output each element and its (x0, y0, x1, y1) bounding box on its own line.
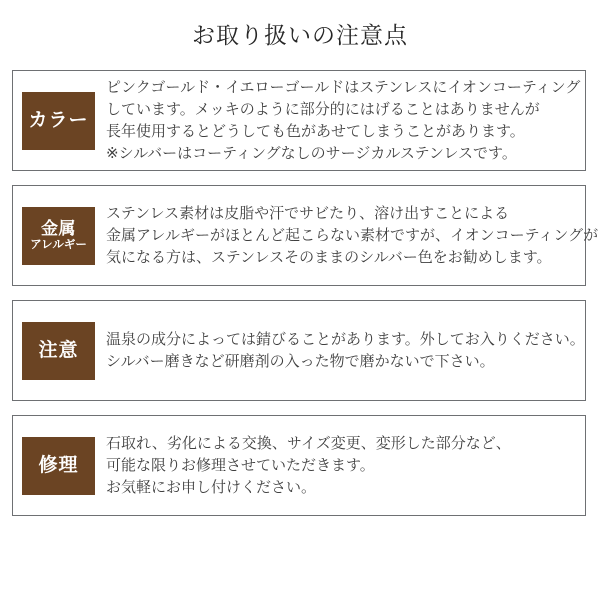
text-line: 温泉の成分によっては錆びることがあります。外してお入りください。 (106, 330, 585, 348)
section-label-text: 修理 (38, 454, 79, 476)
text-line: ステンレス素材は皮脂や汗でサビたり、溶け出すことによる (106, 204, 510, 222)
section-metal-allergy-label (22, 207, 95, 265)
section-caution (12, 300, 586, 401)
section-color-label (22, 92, 95, 150)
text-line: ※シルバーはコーティングなしのサージカルステンレスです。 (106, 144, 517, 162)
text-line: 長年使用するとどうしても色があせてしまうことがあります。 (106, 122, 525, 140)
text-line: ピンクゴールド・イエローゴールドはステンレスにイオンコーティング (106, 78, 581, 96)
section-caution-label (22, 322, 95, 380)
section-caution-text (106, 329, 585, 373)
section-label-subtext: アレルギー (30, 239, 87, 251)
text-line: 金属アレルギーがほとんど起こらない素材ですが、イオンコーティングが (106, 226, 599, 244)
section-label-text: カラー (28, 109, 89, 131)
section-color (12, 70, 586, 171)
page-title: お取り扱いの注意点 (192, 22, 408, 48)
text-line: しています。メッキのように部分的にはげることはありませんが (106, 100, 540, 118)
text-line: 可能な限りお修理させていただきます。 (106, 456, 375, 474)
section-metal-allergy (12, 185, 599, 286)
section-metal-allergy-text (106, 203, 598, 269)
notice-sections (12, 70, 599, 516)
text-line: 石取れ、劣化による交換、サイズ変更、変形した部分など、 (106, 434, 511, 452)
text-line: お気軽にお申し付けください。 (106, 478, 317, 496)
text-line: 気になる方は、ステンレスそのままのシルバー色をお勧めします。 (106, 248, 552, 266)
section-color-text (106, 77, 580, 165)
section-label-text: 金属 (41, 219, 76, 238)
text-line: シルバー磨きなど研磨剤の入った物で磨かないで下さい。 (106, 352, 495, 370)
section-repair (12, 415, 586, 516)
section-repair-label (22, 437, 95, 495)
section-repair-text (106, 433, 511, 499)
section-label-text: 注意 (38, 339, 79, 361)
